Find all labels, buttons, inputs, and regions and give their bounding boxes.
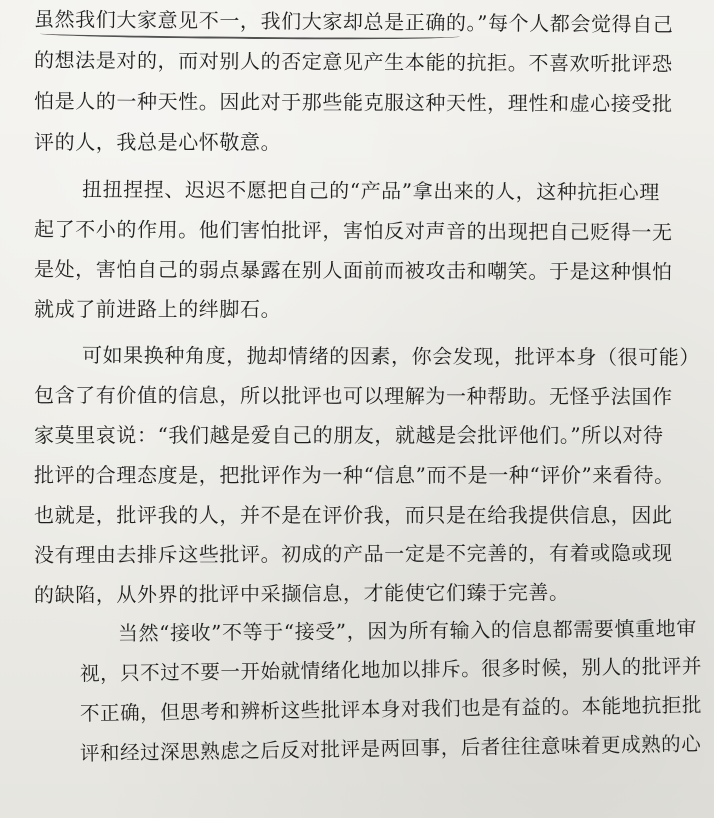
text-line: 批评的合理态度是，把批评作为一种“信息”而不是一种“评价”来看待。 [34, 463, 675, 487]
text-line: 视，只不过不要一开始就情绪化地加以排斥。很多时候，别人的批评并 [79, 653, 703, 686]
page-text [34, 0, 704, 768]
text-line: 怕是人的一种天性。因此对于那些能克服这种天性，理性和虚心接受批 [33, 89, 673, 116]
paragraph [34, 0, 704, 156]
text-line: 也就是，批评我的人，并不是在评价我，而只是在给我提供信息，因此 [34, 503, 673, 527]
text-line: 没有理由去排斥这些批评。初成的产品一定是不完善的，有着或隐或现 [33, 540, 673, 567]
text-line: 评和经过深思熟虑之后反对批评是两回事，后者往往意味着更成熟的心 [79, 731, 702, 766]
paragraph [34, 616, 704, 768]
text-line: 包含了有价值的信息，所以批评也可以理解为一种帮助。无怪乎法国作 [33, 383, 673, 409]
text-line: 就成了前进路上的绊脚石。 [34, 297, 282, 321]
text-line: 不正确，但思考和辨析这些批评本身对我们也是有益的。本能地抗拒批 [79, 692, 703, 726]
text-line: 起了不小的作用。他们害怕批评，害怕反对声音的出现把自己贬得一无 [33, 217, 673, 245]
paragraph [34, 176, 704, 323]
text-line: 的想法是对的，而对别人的否定意见产生本能的抗拒。不喜欢听批评恐 [33, 48, 673, 76]
text-line: 当然“接收”不等于“接受”，因为所有输入的信息都需要慎重地审 [117, 616, 697, 646]
text-line: 的缺陷，从外界的批评中采撷信息，才能使它们臻于完善。 [33, 580, 570, 607]
text-line: 扭扭捏捏、迟迟不愿把自己的“产品”拿出来的人，这种抗拒心理 [81, 177, 660, 205]
text-line: 是处，害怕自己的弱点暴露在别人面前而被攻击和嘲笑。于是这种惧怕 [33, 257, 673, 284]
text-line: 虽然我们大家意见不一，我们大家却总是正确的。”每个人都会觉得自己 [33, 7, 674, 37]
text-line: 评的人，我总是心怀敬意。 [34, 130, 282, 154]
paragraph [34, 342, 704, 609]
text-line: 家莫里哀说：“我们越是爱自己的朋友，就越是会批评他们。”所以对待 [34, 423, 664, 447]
text-line: 可如果换种角度，抛却情绪的因素，你会发现，批评本身（很可能） [81, 343, 701, 370]
